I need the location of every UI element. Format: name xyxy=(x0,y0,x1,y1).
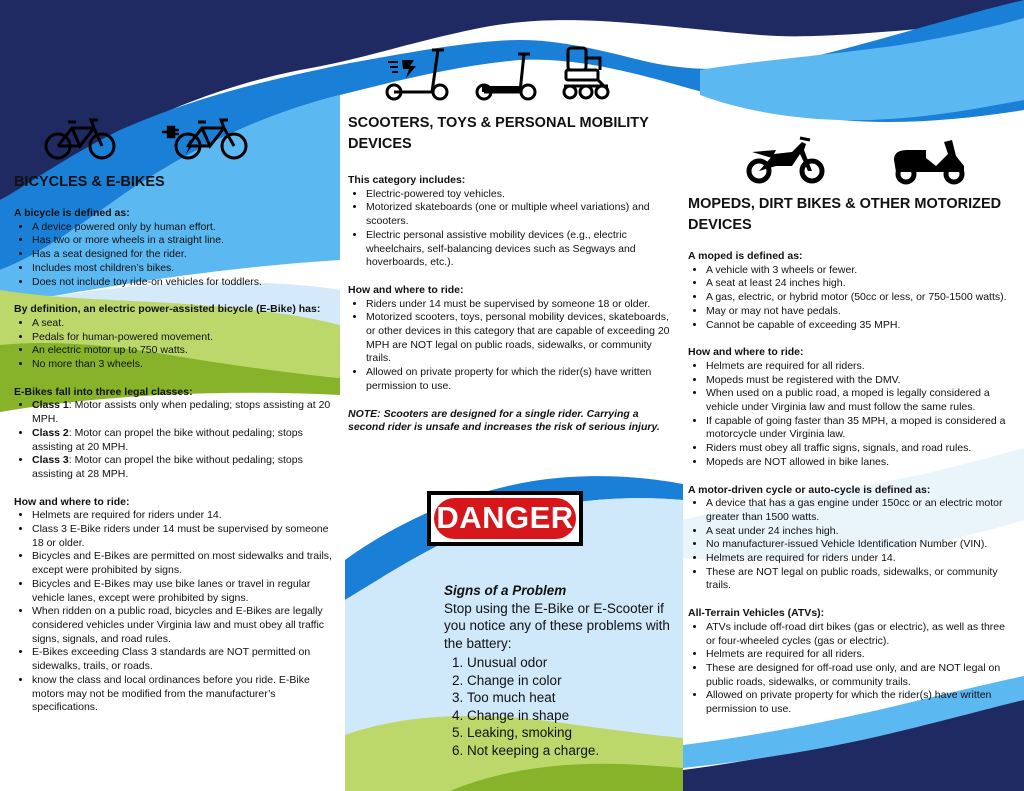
list-item: • An electric motor up to 750 watts. xyxy=(32,344,339,358)
ebike-classes-list xyxy=(14,399,339,481)
list-item: • A vehicle with 3 wheels or fewer. xyxy=(706,264,1014,278)
scooters-ride-heading: How and where to ride: xyxy=(348,283,464,296)
signs-of-problem xyxy=(444,582,680,759)
list-item xyxy=(32,399,339,426)
list-item: • Helmets are required for all riders. xyxy=(706,360,1014,374)
list-item: • When ridden on a public road, bicycles and E-Bikes are legally considered vehicles under Virginia law and must obey all traffic signs, signals, and road rules. xyxy=(32,605,339,646)
ebike-definition-list xyxy=(14,317,339,372)
moped-ride-list xyxy=(688,360,1014,470)
danger-sign-text: DANGER xyxy=(434,498,576,539)
list-item: • A device powered only by human effort. xyxy=(32,221,339,235)
list-item: • know the class and local ordinances before you ride. E-Bike motors may not be modified from the manufacturer’s specifications. xyxy=(32,674,339,715)
mopeds-title: MOPEDS, DIRT BIKES & OTHER MOTORIZED DEVICES xyxy=(688,196,1002,233)
bicycle-definition-heading: A bicycle is defined as: xyxy=(14,207,130,219)
mobility-chair-icon xyxy=(560,44,612,102)
list-item: • Bicycles and E-Bikes are permitted on most sidewalks and trails, except were prohibited by signs. xyxy=(32,550,339,577)
scooters-ride-list xyxy=(348,298,674,394)
list-item: • A seat at least 24 inches high. xyxy=(706,277,1014,291)
list-item: • These are NOT legal on public roads, sidewalks, or community trails. xyxy=(706,566,1014,593)
atv-list xyxy=(688,621,1014,717)
autocycle-list xyxy=(688,497,1014,593)
list-item xyxy=(32,427,339,454)
list-item: • Electric personal assistive mobility devices (e.g., electric wheelchairs, self-balancing devices such as Segways and hoverboards, etc.). xyxy=(366,229,674,270)
list-item: 5. Leaking, smoking xyxy=(467,724,680,742)
list-item: • When used on a public road, a moped is legally considered a vehicle under Virginia law and must follow the same rules. xyxy=(706,387,1014,414)
list-item: • Includes most children’s bikes. xyxy=(32,262,339,276)
list-item: • Riders must obey all traffic signs, signals, and road rules. xyxy=(706,442,1014,456)
kick-scooter-icon xyxy=(474,50,538,102)
signs-intro: Stop using the E-Bike or E-Scooter if you notice any of these problems with the battery: xyxy=(444,600,670,651)
list-item: • Does not include toy ride-on vehicles for toddlers. xyxy=(32,276,339,290)
list-item: • A seat. xyxy=(32,317,339,331)
moped-ride-heading: How and where to ride: xyxy=(688,346,804,359)
scooters-note: NOTE: Scooters are designed for a single rider. Carrying a second rider is unsafe and increases the risk of serious injury. xyxy=(348,407,660,434)
list-item: • If capable of going faster than 35 MPH, a moped is considered a motorcycle under Virginia law. xyxy=(706,415,1014,442)
scooters-category-heading: This category includes: xyxy=(348,174,466,186)
list-item: 1. Unusual odor xyxy=(467,654,680,672)
moped-definition-list xyxy=(688,264,1014,333)
list-item: • No manufacturer-issued Vehicle Identification Number (VIN). xyxy=(706,538,1014,552)
list-item: • Has a seat designed for the rider. xyxy=(32,248,339,262)
list-item: • Has two or more wheels in a straight line. xyxy=(32,234,339,248)
list-item: • Allowed on private property for which the rider(s) have written permission to use. xyxy=(706,689,1014,716)
list-item: • Mopeds must be registered with the DMV. xyxy=(706,374,1014,388)
list-item: • Mopeds are NOT allowed in bike lanes. xyxy=(706,456,1014,470)
list-item: • Allowed on private property for which the rider(s) have written permission to use. xyxy=(366,366,674,393)
atv-heading: All-Terrain Vehicles (ATVs): xyxy=(688,607,825,620)
bicycle-ride-heading: How and where to ride: xyxy=(14,495,130,508)
list-item: • Helmets are required for all riders. xyxy=(706,648,1014,662)
list-item: • A seat under 24 inches high. xyxy=(706,525,1014,539)
list-item: 2. Change in color xyxy=(467,672,680,690)
class-label: Class 1 xyxy=(32,399,69,412)
class-label: Class 3 xyxy=(32,454,69,467)
ebike-definition-heading: By definition, an electric power-assisted bicycle (E-Bike) has: xyxy=(14,303,321,316)
dirt-bike-icon xyxy=(746,134,826,186)
ebike-classes-heading: E-Bikes fall into three legal classes: xyxy=(14,385,193,398)
danger-sign xyxy=(427,491,583,546)
list-item: • Pedals for human-powered movement. xyxy=(32,331,339,345)
list-item: 4. Change in shape xyxy=(467,707,680,725)
moped-definition-heading: A moped is defined as: xyxy=(688,250,803,262)
list-item: • Motorized scooters, toys, personal mobility devices, skateboards, or other devices in this category that are capable of exceeding 20 MPH are NOT legal on public roads, sidewalks, or community trails. xyxy=(366,311,674,366)
class-label: Class 2 xyxy=(32,426,69,439)
list-item: • E-Bikes exceeding Class 3 standards are NOT permitted on sidewalks, trails, or roads. xyxy=(32,646,339,673)
scooters-title: SCOOTERS, TOYS & PERSONAL MOBILITY DEVICES xyxy=(348,115,649,152)
list-item xyxy=(32,454,339,481)
list-item: • A gas, electric, or hybrid motor (50cc or less, or 750-1500 watts). xyxy=(706,291,1014,305)
scooters-category-list xyxy=(348,188,674,270)
moped-icon xyxy=(892,136,968,186)
e-bike-icon xyxy=(160,116,250,162)
mopeds-section xyxy=(688,194,1014,717)
list-item: 6. Not keeping a charge. xyxy=(467,742,680,760)
class-text: : Motor can propel the bike without pedaling; stops assisting at 28 MPH. xyxy=(32,454,303,480)
bicycle-definition-list xyxy=(14,221,339,290)
list-item: • Helmets are required for riders under 14. xyxy=(706,552,1014,566)
signs-title: Signs of a Problem xyxy=(444,583,567,598)
e-scooter-icon xyxy=(384,46,450,102)
list-item: • Motorized skateboards (one or multiple wheel variations) and scooters. xyxy=(366,201,674,228)
list-item: • Helmets are required for riders under 14. xyxy=(32,509,339,523)
bicycle-icon xyxy=(44,116,116,160)
list-item: • These are designed for off-road use only, and are NOT legal on public roads, sidewalks, or community trails. xyxy=(706,662,1014,689)
list-item: • Riders under 14 must be supervised by someone 18 or older. xyxy=(366,298,674,312)
list-item: • Class 3 E-Bike riders under 14 must be supervised by someone 18 or older. xyxy=(32,523,339,550)
list-item: 3. Too much heat xyxy=(467,689,680,707)
scooters-section xyxy=(348,113,674,435)
bicycles-title: BICYCLES & E-BIKES xyxy=(14,174,165,190)
class-text: : Motor assists only when pedaling; stops assisting at 20 MPH. xyxy=(32,399,331,426)
bicycle-ride-list xyxy=(14,509,339,715)
signs-list xyxy=(444,654,680,759)
bicycles-section xyxy=(14,172,339,715)
list-item: • Bicycles and E-Bikes may use bike lanes or travel in regular vehicle lanes, except were prohibited by signs. xyxy=(32,578,339,605)
list-item: • Electric-powered toy vehicles. xyxy=(366,188,674,202)
autocycle-heading: A motor-driven cycle or auto-cycle is defined as: xyxy=(688,483,931,496)
list-item: • No more than 3 wheels. xyxy=(32,358,339,372)
list-item: • May or may not have pedals. xyxy=(706,305,1014,319)
list-item: • ATVs include off-road dirt bikes (gas or electric), as well as three or four-wheeled cycles (gas or electric). xyxy=(706,621,1014,648)
list-item: • Cannot be capable of exceeding 35 MPH. xyxy=(706,319,1014,333)
list-item: • A device that has a gas engine under 150cc or an electric motor greater than 1500 watts. xyxy=(706,497,1014,524)
class-text: : Motor can propel the bike without pedaling; stops assisting at 20 MPH. xyxy=(32,426,303,453)
